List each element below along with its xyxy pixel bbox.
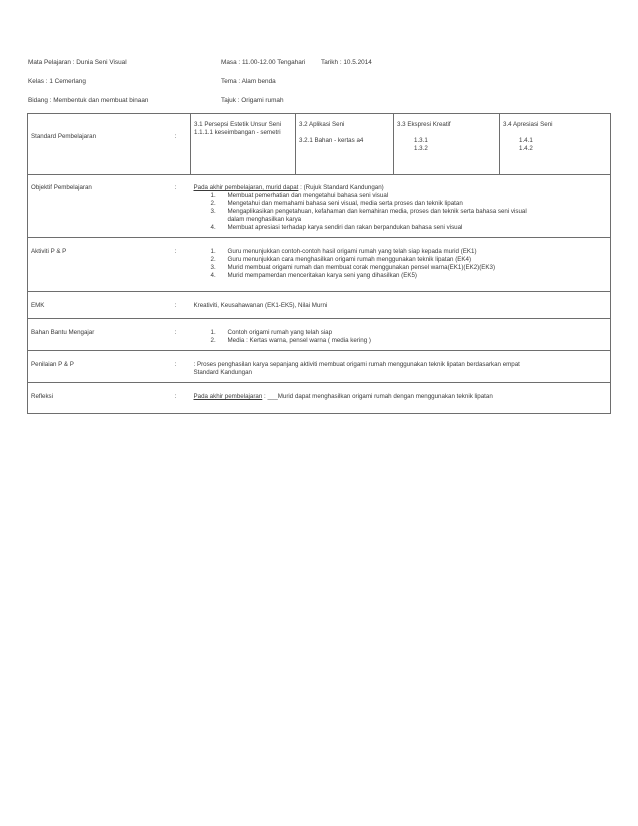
objective-label: Objektif Pembelajaran (31, 184, 92, 191)
materials-item: Media : Kertas warna, pensel warna ( media kering ) (227, 337, 371, 344)
row-assessment (28, 351, 611, 383)
standard-c2-line1: 3.2 Aplikasi Seni (299, 121, 345, 128)
standard-c2-line2: 3.2.1 Bahan - kertas a4 (299, 137, 364, 144)
objective-item-number: 2. (210, 200, 216, 207)
objective-intro-rest: : (Rujuk Standard Kandungan) (298, 184, 384, 191)
standard-label: Standard Pembelajaran (31, 133, 97, 140)
emk-colon: : (174, 302, 177, 309)
field-label: Bidang : Membentuk dan membuat binaan (28, 97, 149, 104)
objective-item-number: 3. (210, 208, 216, 215)
row-standard (28, 114, 611, 175)
activity-item: Murid mempamerdan menceritakan karya seni yang dihasilkan (EK5) (227, 272, 417, 279)
objective-item: Membuat pemerhatian dan mengetahui bahasa seni visual (227, 192, 389, 199)
standard-colon: : (174, 133, 177, 140)
materials-colon: : (174, 329, 177, 336)
activity-label: Aktiviti P & P (31, 248, 67, 255)
activity-colon: : (174, 248, 177, 255)
activity-item: Murid membuat origami rumah dan membuat corak menggunakan pensel warna(EK1)(EK2)(EK3) (227, 264, 496, 271)
date-label: Tarikh : 10.5.2014 (321, 59, 372, 66)
activity-item-number: 1. (210, 248, 216, 255)
standard-c4-line3: 1.4.2 (519, 145, 533, 152)
objective-intro (194, 184, 384, 192)
objective-item: Mengaplikasikan pengetahuan, kefahaman dan kemahiran media, proses dan teknik serta bahasa seni visual (227, 208, 527, 215)
class-label: Kelas : 1 Cemerlang (28, 78, 86, 85)
row-materials (28, 319, 611, 351)
theme-label: Tema : Alam benda (221, 78, 276, 85)
standard-c1-line2: 1.1.1.1 keseimbangan - semetri (194, 129, 281, 136)
standard-c3-line3: 1.3.2 (414, 145, 428, 152)
activity-item-number: 3. (210, 264, 216, 271)
emk-text: Kreativiti, Keusahawanan (EK1-EK5), Nilai Murni (193, 302, 328, 309)
emk-label: EMK (31, 302, 45, 309)
objective-item-number: 1. (210, 192, 216, 199)
objective-intro-underlined: Pada akhir pembelajaran, murid dapat (193, 184, 299, 191)
standard-c3-line2: 1.3.1 (414, 137, 428, 144)
assessment-label: Penilaian P & P (31, 361, 74, 368)
assessment-line1: : Proses penghasilan karya sepanjang aktiviti membuat origami rumah menggunakan teknik lipatan berdasarkan empat (193, 361, 520, 368)
standard-c3-line1: 3.3 Ekspresi Kreatif (397, 121, 451, 128)
reflection-rest: : ___Murid dapat menghasilkan origami rumah dengan menggunakan teknik lipatan (262, 393, 493, 400)
row-objective (28, 175, 611, 238)
row-emk (28, 292, 611, 319)
activity-item: Guru menunjukkan cara menghasilkan origami rumah menggunakan teknik lipatan (EK4) (227, 256, 472, 263)
reflection-colon: : (174, 393, 177, 400)
time-label: Masa : 11.00-12.00 Tengahari (221, 59, 306, 66)
objective-item: dalam menghasilkan karya (227, 216, 302, 223)
assessment-colon: : (174, 361, 177, 368)
objective-colon: : (174, 184, 177, 191)
standard-c1-line1: 3.1 Persepsi Estetik Unsur Seni (194, 121, 282, 128)
row-reflection (28, 383, 611, 414)
topic-label: Tajuk : Origami rumah (221, 97, 284, 104)
lesson-plan-table (27, 113, 611, 414)
subject-label: Mata Pelajaran : Dunia Seni Visual (28, 59, 127, 66)
reflection-text (194, 393, 493, 401)
row-activity (28, 238, 611, 292)
standard-c4-line2: 1.4.1 (519, 137, 533, 144)
assessment-line2: Standard Kandungan (193, 369, 252, 376)
materials-item: Contoh origami rumah yang telah siap (227, 329, 333, 336)
objective-item-number: 4. (210, 224, 216, 231)
standard-c4-line1: 3.4 Apresiasi Seni (503, 121, 553, 128)
activity-item-number: 4. (210, 272, 216, 279)
reflection-label: Refleksi (31, 393, 54, 400)
materials-item-number: 2. (210, 337, 216, 344)
materials-item-number: 1. (210, 329, 216, 336)
activity-item-number: 2. (210, 256, 216, 263)
objective-item: Membuat apresiasi terhadap karya sendiri dan rakan berpandukan bahasa seni visual (227, 224, 463, 231)
activity-item: Guru menunjukkan contoh-contoh hasil origami rumah yang telah siap kepada murid (EK1) (227, 248, 477, 255)
reflection-intro-underlined: Pada akhir pembelajaran (193, 393, 263, 400)
objective-item: Mengetahui dan memahami bahasa seni visual, media serta proses dan teknik lipatan (227, 200, 463, 207)
materials-label: Bahan Bantu Mengajar (31, 329, 95, 336)
